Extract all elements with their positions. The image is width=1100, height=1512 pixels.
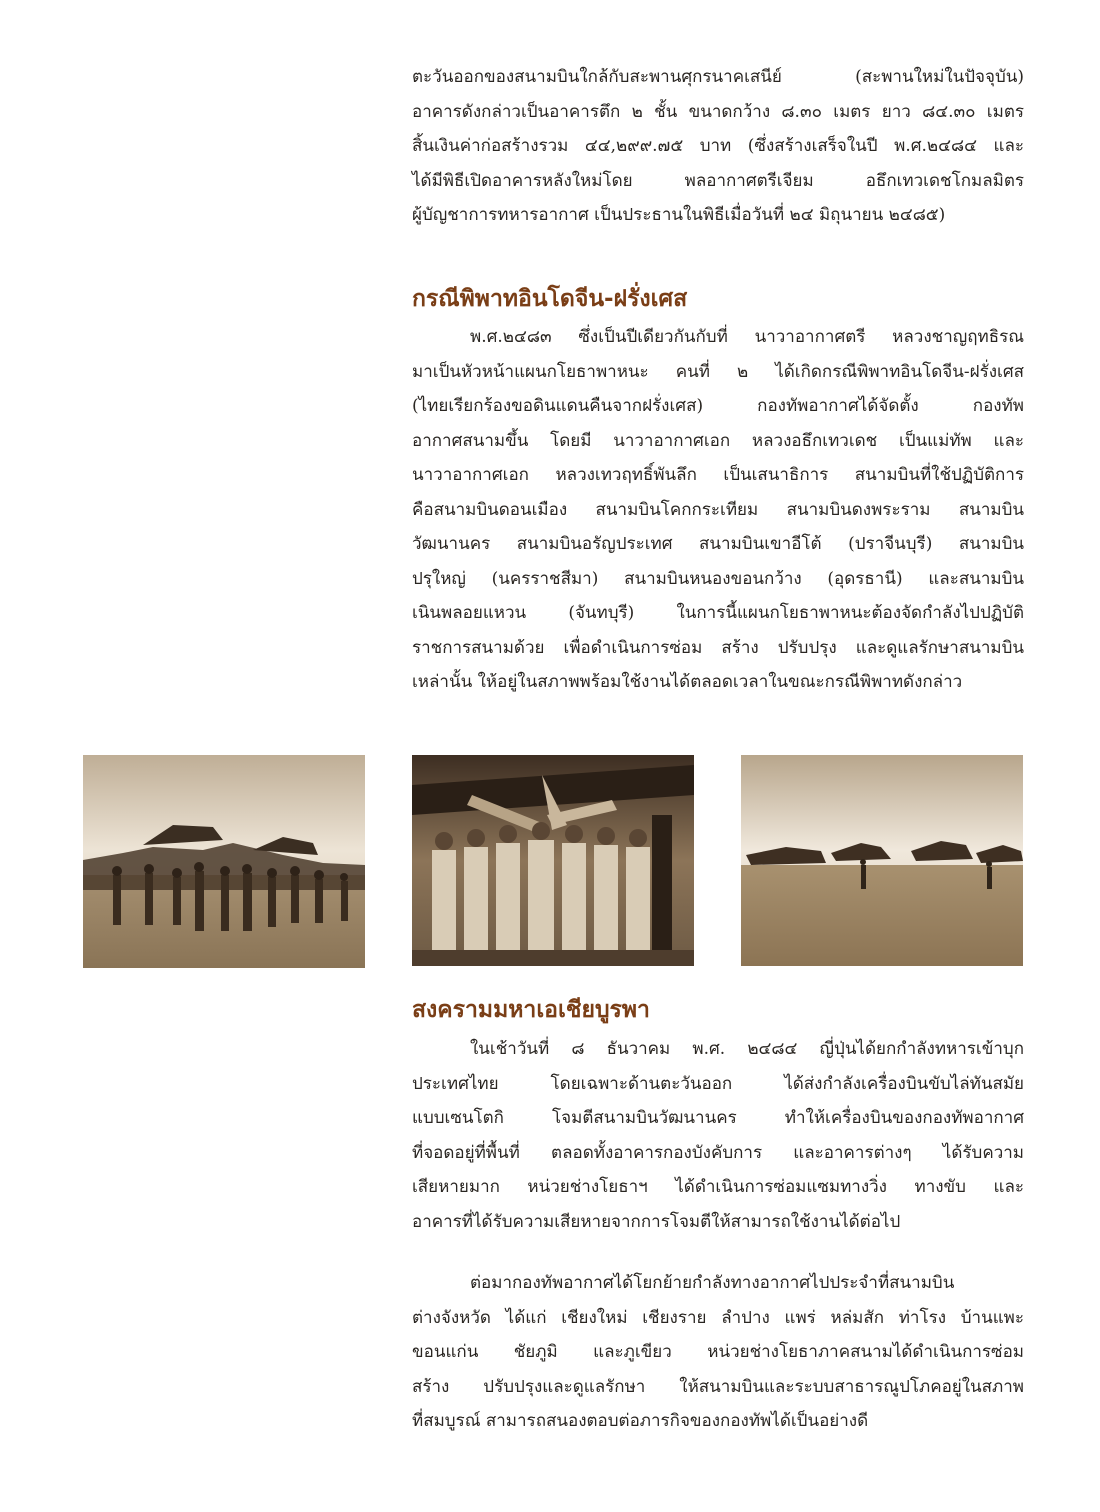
intro-line: ผู้บัญชาการทหารอากาศ เป็นประธานในพิธีเมื่อวันที่ ๒๔ มิถุนายน ๒๔๘๕) [412,205,946,225]
paragraph-line: พ.ศ.๒๔๘๓ ซึ่งเป็นปีเดียวกันกับที่ นาวาอากาศตรี หลวงชาญฤทธิรณ [470,327,1024,347]
paragraph-line: ประเทศไทย โดยเฉพาะด้านตะวันออก ได้ส่งกำลังเครื่องบินขับไล่ทันสมัย [412,1073,1024,1094]
paragraph-line: อาคารที่ได้รับความเสียหายจากการโจมตีให้สามารถใช้งานได้ต่อไป [412,1211,901,1232]
section-heading-greater-east-asia-war: สงครามมหาเอเชียบูรพา [412,997,650,1023]
paragraph-line: ที่สมบูรณ์ สามารถสนองตอบต่อภารกิจของกองทัพได้เป็นอย่างดี [412,1411,869,1431]
paragraph-line: ในเช้าวันที่ ๘ ธันวาคม พ.ศ. ๒๔๘๔ ญี่ปุ่นได้ยกกำลังทหารเข้าบุก [470,1039,1024,1059]
paragraph-line: เสียหายมาก หน่วยช่างโยธาฯ ได้ดำเนินการซ่อมแซมทางวิ่ง ทางขับ และ [412,1177,1024,1197]
paragraph-line: ราชการสนามด้วย เพื่อดำเนินการซ่อม สร้าง ปรับปรุง และดูแลรักษาสนามบิน [412,637,1024,658]
war-paragraph-1 [412,1032,1024,1239]
intro-line: ตะวันออกของสนามบินใกล้กับสะพานศุกรนาคเสนีย์ (สะพานใหม่ในปัจจุบัน) [412,67,1024,87]
paragraph-line: มาเป็นหัวหน้าแผนกโยธาพาหนะ คนที่ ๒ ได้เกิดกรณีพิพาทอินโดจีน-ฝรั่งเศส [412,361,1024,382]
intro-line: สิ้นเงินค่าก่อสร้างรวม ๔๔,๒๙๙.๗๕ บาท (ซึ่งสร้างเสร็จในปี พ.ศ.๒๔๘๔ และ [412,136,1024,156]
paragraph-line: ขอนแก่น ชัยภูมิ และภูเขียว หน่วยช่างโยธาภาคสนามได้ดำเนินการซ่อม [412,1342,1024,1362]
paragraph-line: ต่อมากองทัพอากาศได้โยกย้ายกำลังทางอากาศไปประจำที่สนามบิน [470,1273,955,1293]
intro-line: ได้มีพิธีเปิดอาคารหลังใหม่โดย พลอากาศตรีเจียม อธึกเทวเดชโกมลมิตร [412,170,1024,191]
section-heading-indochina: กรณีพิพาทอินโดจีน-ฝรั่งเศส [412,286,688,312]
airfield-soldiers-photo [83,755,365,968]
paragraph-line: แบบเซนโตกิ โจมตีสนามบินวัฒนานคร ทำให้เครื่องบินของกองทัพอากาศ [412,1108,1024,1128]
indochina-paragraph [412,320,1024,700]
aircraft-line-photo [741,755,1023,966]
paragraph-line: วัฒนานคร สนามบินอรัญประเทศ สนามบินเขาอีโต้ (ปราจีนบุรี) สนามบิน [412,534,1024,554]
paragraph-line: คือสนามบินดอนเมือง สนามบินโคกกระเทียม สนามบินดงพระราม สนามบิน [412,499,1024,520]
paragraph-line: อากาศสนามขึ้น โดยมี นาวาอากาศเอก หลวงอธึกเทวเดช เป็นแม่ทัพ และ [412,430,1024,451]
paragraph-line: สร้าง ปรับปรุงและดูแลรักษา ให้สนามบินและระบบสาธารณูปโภคอยู่ในสภาพ [412,1376,1024,1397]
pilots-group-photo [412,755,694,966]
war-paragraph-2 [412,1266,1024,1439]
intro-paragraph [412,60,1024,233]
paragraph-line: เนินพลอยแหวน (จันทบุรี) ในการนี้แผนกโยธาพาหนะต้องจัดกำลังไปปฏิบัติ [412,603,1024,623]
paragraph-line: นาวาอากาศเอก หลวงเทวฤทธิ์พันลึก เป็นเสนาธิการ สนามบินที่ใช้ปฏิบัติการ [412,465,1024,485]
paragraph-line: ที่จอดอยู่ที่พื้นที่ ตลอดทั้งอาคารกองบังคับการ และอาคารต่างๆ ได้รับความ [412,1142,1024,1163]
paragraph-line: ปรุใหญ่ (นครราชสีมา) สนามบินหนองขอนกว้าง (อุดรธานี) และสนามบิน [412,568,1024,589]
paragraph-line: เหล่านั้น ให้อยู่ในสภาพพร้อมใช้งานได้ตลอดเวลาในขณะกรณีพิพาทดังกล่าว [412,672,963,692]
paragraph-line: (ไทยเรียกร้องขอดินแดนคืนจากฝรั่งเศส) กองทัพอากาศได้จัดตั้ง กองทัพ [412,396,1024,416]
paragraph-line: ต่างจังหวัด ได้แก่ เชียงใหม่ เชียงราย ลำปาง แพร่ หล่มสัก ท่าโรง บ้านแพะ [412,1307,1024,1328]
intro-line: อาคารดังกล่าวเป็นอาคารตึก ๒ ชั้น ขนาดกว้าง ๘.๓๐ เมตร ยาว ๘๔.๓๐ เมตร [412,101,1024,122]
